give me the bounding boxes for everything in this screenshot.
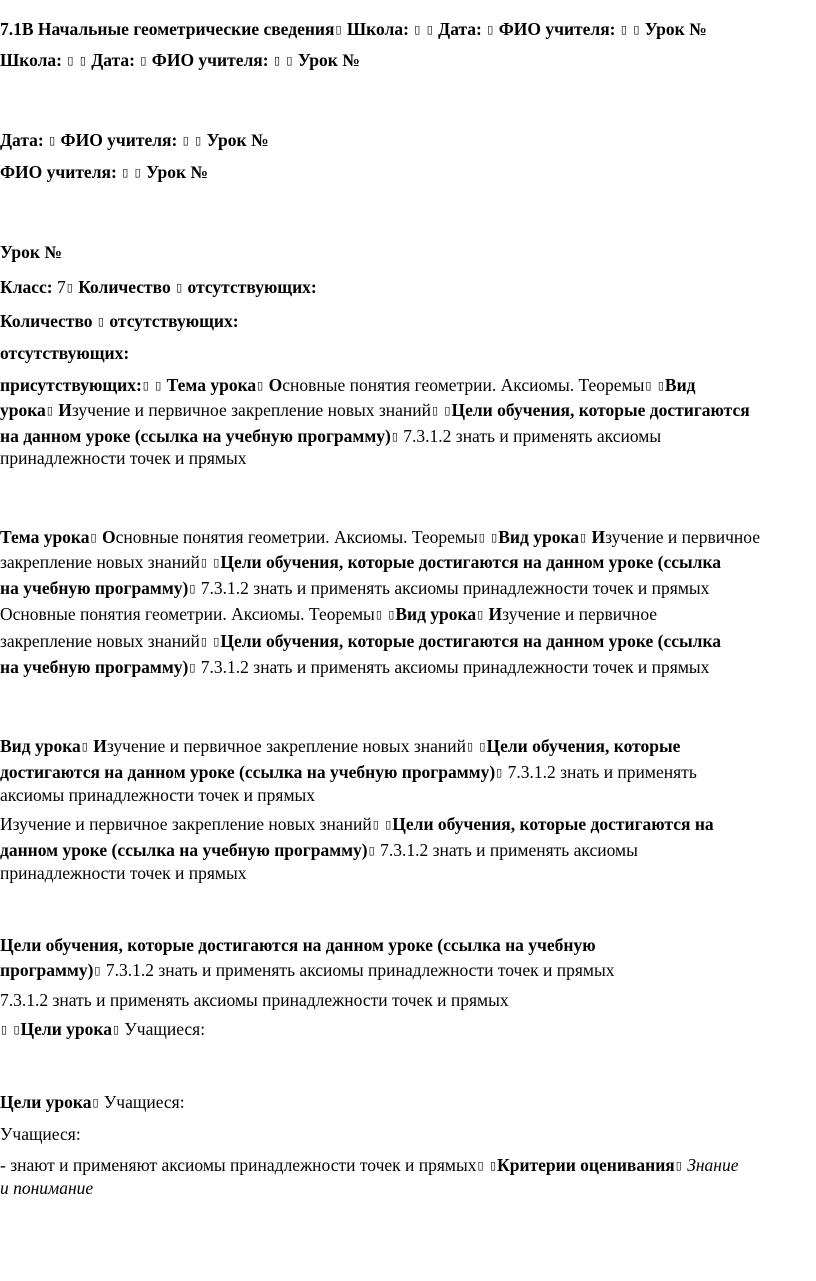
text-run: зучение и первичное	[605, 527, 760, 547]
bold-text: Школа:	[342, 19, 414, 39]
bold-text: Цели обучения, которые достигаются	[451, 400, 750, 420]
text-line	[0, 1122, 816, 1146]
placeholder-box-icon	[140, 49, 146, 73]
placeholder-box-icon	[369, 839, 375, 863]
bold-text: отсутствующих:	[104, 311, 239, 331]
text-run: закрепление новых знаний	[0, 631, 200, 651]
bold-text: отсутствующих:	[183, 277, 317, 297]
bold-text: Тема урока	[0, 527, 90, 547]
placeholder-box-icon	[67, 276, 73, 300]
text-run: 7.3.1.2 знать и применять аксиомы принадлежности точек и прямых	[0, 990, 509, 1010]
placeholder-box-icon	[479, 526, 485, 550]
bold-text: Вид урока	[0, 736, 81, 756]
text-line	[0, 988, 816, 1012]
bold-text: Цели урока	[0, 1092, 92, 1112]
bold-text: Цели обучения, которые достигаются на данном уроке (ссылка	[220, 552, 722, 572]
bold-text: Урок №	[202, 130, 269, 150]
placeholder-box-icon	[67, 49, 73, 73]
text-run: 7.3.1.2 знать и применять	[503, 762, 697, 782]
text-run	[439, 400, 443, 420]
bold-text: Количество	[73, 277, 176, 297]
text-run	[208, 552, 212, 572]
placeholder-box-icon	[491, 526, 497, 550]
bold-text: на учебную программу)	[0, 657, 189, 677]
placeholder-box-icon	[176, 276, 182, 300]
text-run	[383, 604, 387, 624]
bold-text: достигаются на данном уроке (ссылка на учебную программу)	[0, 762, 496, 782]
bold-text: урока	[0, 400, 46, 420]
bold-text	[628, 19, 632, 39]
text-run	[8, 1019, 12, 1039]
text-line	[0, 576, 816, 601]
bold-text: Урок №	[141, 162, 208, 182]
bold-text: ФИО учителя:	[494, 19, 620, 39]
bold-text	[190, 130, 194, 150]
placeholder-box-icon	[658, 374, 664, 398]
bold-text: О	[97, 527, 116, 547]
text-line	[0, 398, 816, 423]
placeholder-box-icon	[432, 399, 438, 423]
text-run	[485, 1155, 489, 1175]
bold-text: Цели обучения, которые достигаются на	[392, 814, 714, 834]
text-run	[474, 736, 478, 756]
placeholder-box-icon	[633, 18, 639, 42]
placeholder-box-icon	[13, 1018, 19, 1042]
placeholder-box-icon	[373, 813, 379, 837]
placeholder-box-icon	[113, 1018, 119, 1042]
text-line	[0, 309, 816, 334]
placeholder-box-icon	[91, 526, 97, 550]
bold-text: ФИО учителя:	[0, 162, 122, 182]
text-run: закрепление новых знаний	[0, 552, 200, 572]
bold-text	[281, 50, 285, 70]
placeholder-box-icon	[676, 1154, 682, 1178]
bold-text: 7.1В Начальные геометрические сведения	[0, 19, 335, 39]
placeholder-box-icon	[385, 813, 391, 837]
placeholder-box-icon	[388, 603, 394, 627]
placeholder-box-icon	[645, 374, 651, 398]
bold-text: присутствующих:	[0, 375, 142, 395]
placeholder-box-icon	[496, 761, 502, 785]
text-line	[0, 446, 816, 470]
placeholder-box-icon	[155, 374, 161, 398]
bold-text	[129, 162, 133, 182]
bold-text: ФИО учителя:	[147, 50, 273, 70]
text-line	[0, 160, 816, 185]
bold-text: Количество	[0, 311, 97, 331]
text-line	[0, 629, 816, 654]
bold-text	[74, 50, 78, 70]
bold-text: Урок №	[640, 19, 707, 39]
text-line	[0, 958, 816, 983]
bold-text: Дата:	[0, 130, 49, 150]
text-run: сновные понятия геометрии. Аксиомы. Теоремы	[282, 375, 645, 395]
text-run: аксиомы принадлежности точек и прямых	[0, 785, 316, 805]
bold-text: Вид	[664, 375, 696, 395]
placeholder-box-icon	[376, 603, 382, 627]
placeholder-box-icon	[189, 656, 195, 680]
text-line	[0, 341, 816, 365]
text-line	[0, 655, 816, 680]
placeholder-box-icon	[213, 630, 219, 654]
text-line	[0, 838, 816, 863]
text-run: 7.3.1.2 знать и применять аксиомы	[375, 840, 638, 860]
text-run	[150, 375, 154, 395]
text-line	[0, 861, 816, 885]
bold-text: Цели урока	[20, 1019, 112, 1039]
text-line	[0, 812, 816, 837]
bold-text: Урок №	[293, 50, 360, 70]
text-run: 7.3.1.2 знать и применять аксиомы	[398, 426, 662, 446]
text-run: - знают и применяют аксиомы принадлежности точек и прямых	[0, 1155, 477, 1175]
text-line	[0, 1153, 816, 1178]
bold-text: Дата:	[433, 19, 487, 39]
text-line	[0, 1090, 816, 1115]
bold-text: Вид урока	[395, 604, 477, 624]
bold-text: Класс:	[0, 277, 57, 297]
placeholder-box-icon	[98, 310, 104, 334]
placeholder-box-icon	[135, 161, 141, 185]
placeholder-box-icon	[47, 399, 53, 423]
text-line	[0, 48, 816, 73]
text-line	[0, 550, 816, 575]
bold-text: данном уроке (ссылка на учебную программу)	[0, 840, 368, 860]
bold-text: О	[264, 375, 283, 395]
text-run	[380, 814, 384, 834]
bold-text: И	[88, 736, 107, 756]
placeholder-box-icon	[122, 161, 128, 185]
text-line	[0, 373, 816, 398]
bold-text: Школа:	[0, 50, 67, 70]
placeholder-box-icon	[479, 735, 485, 759]
text-run	[208, 631, 212, 651]
bold-text: Вид урока	[498, 527, 580, 547]
text-line	[0, 602, 816, 627]
placeholder-box-icon	[487, 18, 493, 42]
placeholder-box-icon	[82, 735, 88, 759]
placeholder-box-icon	[414, 18, 420, 42]
placeholder-box-icon	[427, 18, 433, 42]
placeholder-box-icon	[195, 129, 201, 153]
text-line	[0, 783, 816, 807]
bold-text: И	[484, 604, 503, 624]
text-line	[0, 128, 816, 153]
placeholder-box-icon	[80, 49, 86, 73]
bold-text: на данном уроке (ссылка на учебную программу)	[0, 426, 391, 446]
placeholder-box-icon	[213, 551, 219, 575]
text-line	[0, 734, 816, 759]
placeholder-box-icon	[478, 1154, 484, 1178]
text-run: Учащиеся:	[0, 1124, 81, 1144]
text-run: принадлежности точек и прямых	[0, 863, 247, 883]
text-line	[0, 525, 816, 550]
placeholder-box-icon	[1, 1018, 7, 1042]
placeholder-box-icon	[274, 49, 280, 73]
bold-text: на учебную программу)	[0, 578, 189, 598]
bold-text: Цели обучения, которые	[486, 736, 681, 756]
placeholder-box-icon	[621, 18, 627, 42]
placeholder-box-icon	[580, 526, 586, 550]
placeholder-box-icon	[444, 399, 450, 423]
placeholder-box-icon	[94, 959, 100, 983]
text-run: Изучение и первичное закрепление новых знаний	[0, 814, 372, 834]
bold-text: Критерии оценивания	[497, 1155, 675, 1175]
text-run: Основные понятия геометрии. Аксиомы. Теоремы	[0, 604, 375, 624]
placeholder-box-icon	[477, 603, 483, 627]
placeholder-box-icon	[143, 374, 149, 398]
bold-text	[421, 19, 425, 39]
bold-text: Урок №	[0, 242, 62, 262]
text-line	[0, 240, 816, 264]
text-run	[652, 375, 656, 395]
bold-text: И	[587, 527, 606, 547]
text-run: 7.3.1.2 знать и применять аксиомы принадлежности точек и прямых	[196, 578, 710, 598]
text-run: зучение и первичное	[502, 604, 658, 624]
bold-text: Цели обучения, которые достигаются на данном уроке (ссылка на учебную	[0, 935, 596, 955]
bold-text: И	[53, 400, 72, 420]
placeholder-box-icon	[335, 18, 341, 42]
placeholder-box-icon	[201, 630, 207, 654]
text-line	[0, 760, 816, 785]
bold-text: Тема урока	[162, 375, 257, 395]
text-run: 7	[57, 277, 66, 297]
bold-text: отсутствующих:	[0, 343, 130, 363]
text-line	[0, 17, 816, 42]
placeholder-box-icon	[183, 129, 189, 153]
placeholder-box-icon	[467, 735, 473, 759]
text-run: Учащиеся:	[99, 1092, 185, 1112]
italic-text: Знание	[687, 1155, 739, 1175]
italic-text: и понимание	[0, 1178, 94, 1198]
bold-text: Дата:	[86, 50, 140, 70]
placeholder-box-icon	[257, 374, 263, 398]
bold-text: Цели обучения, которые достигаются на данном уроке (ссылка	[220, 631, 722, 651]
text-run	[486, 527, 490, 547]
text-line	[0, 1176, 816, 1200]
placeholder-box-icon	[286, 49, 292, 73]
placeholder-box-icon	[49, 129, 55, 153]
text-run: 7.3.1.2 знать и применять аксиомы принадлежности точек и прямых	[196, 657, 710, 677]
text-run: принадлежности точек и прямых	[0, 448, 247, 468]
text-run: сновные понятия геометрии. Аксиомы. Теоремы	[115, 527, 478, 547]
text-run: зучение и первичное закрепление новых знаний	[106, 736, 466, 756]
text-run: Учащиеся:	[120, 1019, 206, 1039]
placeholder-box-icon	[201, 551, 207, 575]
bold-text: программу)	[0, 960, 94, 980]
placeholder-box-icon	[92, 1091, 98, 1115]
placeholder-box-icon	[490, 1154, 496, 1178]
text-line	[0, 1017, 816, 1042]
text-run: зучение и первичное закрепление новых знаний	[71, 400, 431, 420]
text-line	[0, 933, 816, 957]
placeholder-box-icon	[189, 577, 195, 601]
text-line	[0, 275, 816, 300]
bold-text: ФИО учителя:	[56, 130, 182, 150]
text-run: 7.3.1.2 знать и применять аксиомы принадлежности точек и прямых	[101, 960, 615, 980]
